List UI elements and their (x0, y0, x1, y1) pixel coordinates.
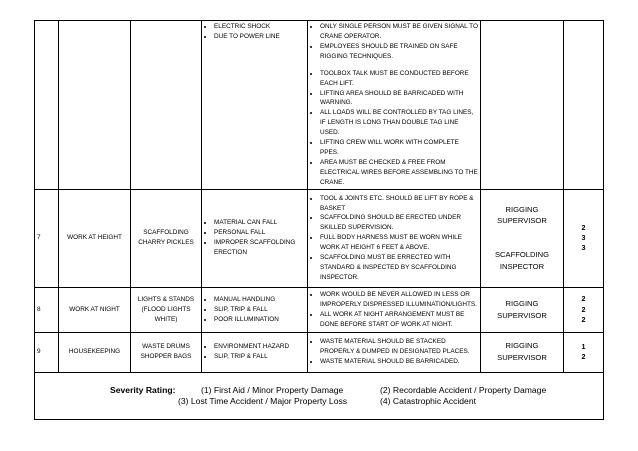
controls-cell (308, 21, 481, 190)
activity-cell: WORK AT NIGHT (59, 287, 131, 332)
severity-legend-row (35, 372, 604, 419)
severity-legend (35, 372, 604, 419)
control-item: • EMPLOYEES SHOULD BE TRAINED ON SAFE RIGGING TECHNIQUES. (320, 42, 478, 62)
severity-cell (564, 287, 604, 332)
responsible-item: RIGGING SUPERVISOR (497, 298, 547, 320)
control-item: • LIFTING AREA SHOULD BE BARRICADED WITH WARNING. (320, 89, 478, 109)
table-row (35, 332, 604, 372)
severity-value: 2 (581, 294, 586, 304)
equipment-cell: SCAFFOLDING CHARRY PICKLES (131, 189, 202, 287)
hazard-item: • POOR ILLUMINATION (214, 315, 305, 325)
hazard-item: • MANUAL HANDLING (214, 295, 305, 305)
activity-cell: HOUSEKEEPING (59, 332, 131, 372)
row-number: 8 (35, 287, 59, 332)
hazard-item: • SLIP, TRIP & FALL (214, 352, 305, 362)
control-item: • SCAFFOLDING MUST BE ERRECTED WITH STANDARD & INSPECTED BY SCAFFOLDING INSPECTOR. (320, 253, 478, 283)
control-item: • ONLY SINGLE PERSON MUST BE GIVEN SIGNAL TO CRANE OPERATOR. (320, 22, 478, 42)
control-item: • WASTE MATERIAL SHOULD BE BARRICADED. (320, 357, 478, 367)
severity-value: 1 (581, 341, 586, 351)
severity-value: 3 (581, 233, 586, 243)
hazard-item: • DUE TO POWER LINE (214, 32, 305, 42)
row-number: 9 (35, 332, 59, 372)
hazard-item: • ENVIRONMENT HAZARD (214, 342, 305, 352)
hazard-item: • SLIP, TRIP & FALL (214, 305, 305, 315)
equipment-cell: WASTE DRUMS SHOPPER BAGS (131, 332, 202, 372)
responsible-item: RIGGING SUPERVISOR (497, 204, 547, 226)
control-item: • SCAFFOLDING SHOULD BE ERECTED UNDER SKILLED SUPERVISION. (320, 213, 478, 233)
activity-cell: WORK AT HEIGHT (59, 189, 131, 287)
control-item: • TOOLBOX TALK MUST BE CONDUCTED BEFORE EACH LIFT. (320, 69, 478, 89)
equipment-cell: LIGHTS & STANDS (FLOOD LIGHTS WHITE) (131, 287, 202, 332)
hazard-item: • PERSONAL FALL (214, 228, 305, 238)
responsible-item: SCAFFOLDING INSPECTOR (494, 250, 549, 272)
severity-legend-item: (4) Catastrophic Accident (380, 395, 477, 406)
hazard-item: • IMPROPER SCAFFOLDING ERECTION (214, 238, 305, 258)
controls-cell (308, 189, 481, 287)
controls-cell (308, 287, 481, 332)
severity-value: 2 (581, 304, 586, 314)
control-item: • ALL LOADS WILL BE CONTROLLED BY TAG LINES, IF LENGTH IS LONG THAN DOUBLE TAG LINE USED. (320, 108, 478, 138)
row-number: 7 (35, 189, 59, 287)
row-number (35, 21, 59, 190)
control-item: • LIFTING CREW WILL WORK WITH COMPLETE PPES. (320, 138, 478, 158)
risk-assessment-table (34, 20, 604, 420)
activity-cell (59, 21, 131, 190)
severity-value: 3 (581, 243, 586, 253)
table-row (35, 287, 604, 332)
controls-cell (308, 332, 481, 372)
hazard-item: • MATERIAL CAN FALL (214, 218, 305, 228)
severity-cell (564, 21, 604, 190)
hazards-cell (202, 189, 308, 287)
severity-value: 2 (581, 352, 586, 362)
hazards-cell (202, 287, 308, 332)
hazard-item: • ELECTRIC SHOCK (214, 22, 305, 32)
severity-value: 2 (581, 222, 586, 232)
severity-cell (564, 332, 604, 372)
responsible-cell (481, 287, 564, 332)
severity-legend-item: (3) Lost Time Accident / Major Property Loss (178, 395, 348, 406)
responsible-cell (481, 189, 564, 287)
control-item: • TOOL & JOINTS ETC. SHOULD BE LIFT BY ROPE & BASKET (320, 194, 478, 214)
responsible-cell (481, 21, 564, 190)
control-item: • WASTE MATERIAL SHOULD BE STACKED PROPERLY & DUMPED IN DESIGNATED PLACES. (320, 337, 478, 357)
equipment-cell (131, 21, 202, 190)
severity-value: 2 (581, 314, 586, 324)
table-row (35, 21, 604, 190)
hazards-cell (202, 21, 308, 190)
hazards-cell (202, 332, 308, 372)
control-item: • ALL WORK AT NIGHT ARRANGEMENT MUST BE DONE BEFORE START OF WORK AT NIGHT. (320, 310, 478, 330)
severity-cell (564, 189, 604, 287)
severity-legend-item: (1) First Aid / Minor Property Damage (201, 384, 344, 395)
control-item: • FULL BODY HARNESS MUST BE WORN WHILE WORK AT HEIGHT 6 FEET & ABOVE. (320, 233, 478, 253)
control-item: • WORK WOULD BE NEVER ALLOWED IN LESS OR IMPROPERLY DISPRESSED ILLUMINATION/LIGHTS. (320, 290, 478, 310)
control-item: • AREA MUST BE CHECKED & FREE FROM ELECTRICAL WIRES BEFORE ASSEMBLING TO THE CRANE. (320, 158, 478, 188)
responsible-cell (481, 332, 564, 372)
severity-legend-item: (2) Recordable Accident / Property Damage (380, 384, 547, 395)
severity-legend-label: Severity Rating: (110, 384, 176, 395)
responsible-item: RIGGING SUPERVISOR (497, 341, 547, 363)
table-row (35, 189, 604, 287)
